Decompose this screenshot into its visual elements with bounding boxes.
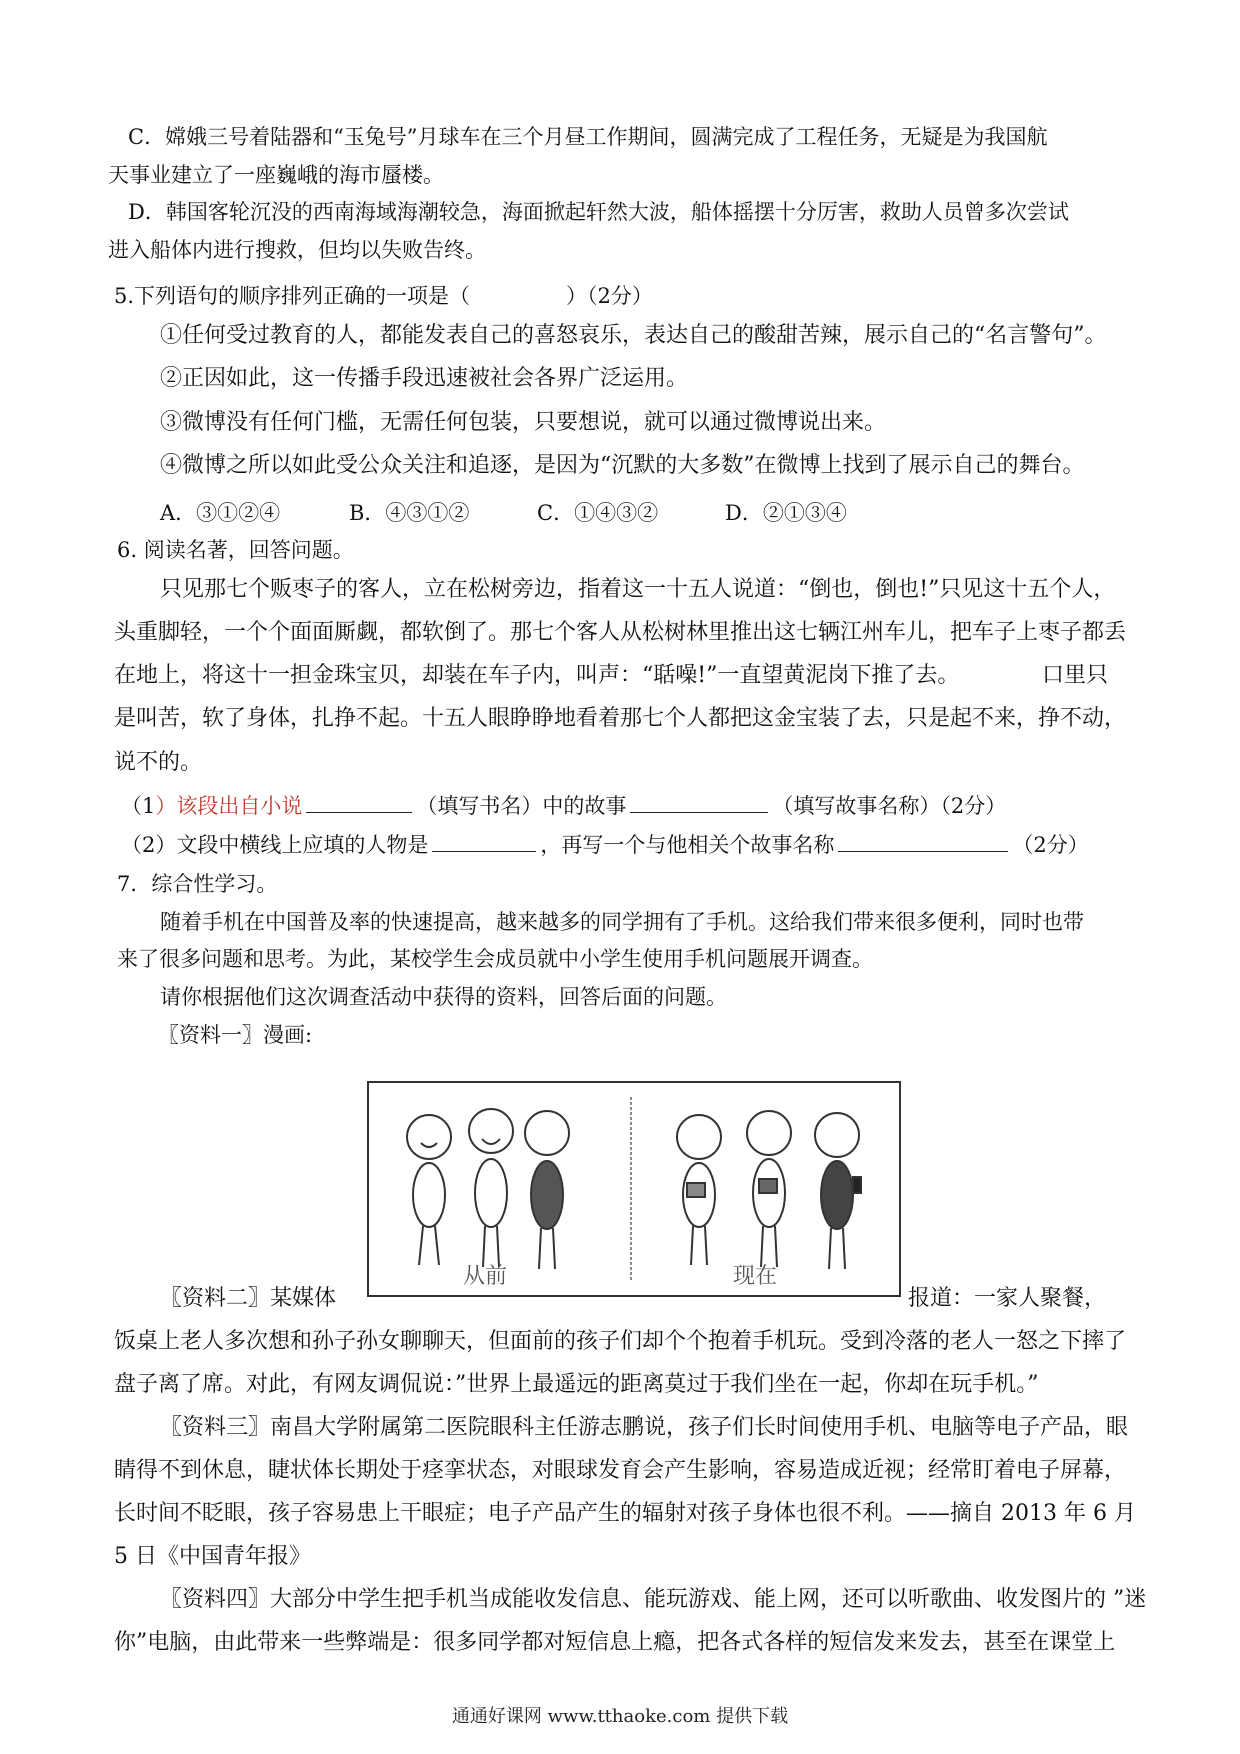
part-1-prefix: （1 [121, 794, 156, 818]
before-figures [407, 1109, 569, 1269]
passage-line-4: 是叫苦，软了身体，扎挣不起。十五人眼睁睁地看着那七个人都把这金宝装了去，只是起不来，挣不动， [114, 706, 1127, 731]
question-6-part-2 [121, 830, 1089, 860]
option-b: B．④③①② [349, 501, 470, 525]
caption-before: 从前 [463, 1264, 508, 1289]
material-2-line-3: 盘子离了席。对此，有网友调侃说：”世界上最遥远的距离莫过于我们坐在一起，你却在玩手机。” [114, 1372, 1039, 1397]
question-5 [114, 281, 653, 311]
related-story-blank[interactable] [838, 831, 1008, 852]
comic-illustration [367, 1081, 901, 1297]
material-4-line-2: 你”电脑，由此带来一些弊端是：很多同学都对短信息上瘾，把各式各样的短信发来发去，甚至在课堂上 [114, 1630, 1116, 1655]
material-2-start: 〖资料二〗某媒体 [160, 1286, 337, 1311]
question-6: 6. 阅读名著，回答问题。 [117, 538, 354, 562]
option-c: C．①④③② [537, 501, 659, 525]
story-name-blank[interactable] [630, 792, 768, 813]
sentence-3: ③微博没有任何门槛，无需任何包装，只要想说，就可以通过微博说出来。 [160, 410, 887, 435]
sentence-2: ②正因如此，这一传播手段迅速被社会各界广泛运用。 [160, 366, 689, 391]
passage-line-2: 头重脚轻，一个个面面厮觑，都软倒了。那七个客人从松树林里推出这七辆江州车儿，把车子上枣子都丢 [114, 620, 1127, 645]
option-a: A．③①②④ [160, 501, 281, 525]
passage-line-3-end: 口里只 [1042, 663, 1109, 688]
comic-drawing [369, 1083, 899, 1295]
option-d: D．②①③④ [725, 501, 847, 525]
part-1-paren: ）该段出自小说 [155, 794, 303, 818]
answer-blank[interactable] [474, 283, 562, 303]
page-footer: 通通好课网 www.tthaoke.com 提供下载 [451, 1706, 789, 1727]
passage-line-5: 说不的。 [114, 750, 203, 775]
option-c-line-2: 天事业建立了一座巍峨的海市蜃楼。 [108, 163, 444, 187]
character-blank[interactable] [432, 831, 536, 852]
option-d-line-2: 进入船体内进行搜救，但均以失败告终。 [108, 238, 486, 262]
question-5-stem: 5.下列语句的顺序排列正确的一项是（ [114, 284, 471, 308]
passage-line-1: 只见那七个贩枣子的客人，立在松树旁边，指着这一十五人说道：“倒也，倒也!”只见这十五个人， [160, 577, 1116, 602]
material-3-line-2: 睛得不到休息，睫状体长期处于痉挛状态，对眼球发育会产生影响，容易造成近视；经常盯着电子屏幕， [114, 1458, 1127, 1483]
part-1-middle: （填写书名）中的故事 [416, 794, 627, 818]
question-7: 7．综合性学习。 [117, 872, 278, 896]
q7-para-3: 请你根据他们这次调查活动中获得的资料，回答后面的问题。 [160, 985, 727, 1009]
passage-line-3: 在地上，将这十一担金珠宝贝，却装在车子内，叫声：“聒噪!”一直望黄泥岗下推了去。 [114, 663, 960, 688]
material-3-line-4: 5 日《中国青年报》 [114, 1544, 311, 1569]
option-d-line-1: D．韩国客轮沉没的西南海域海潮较急，海面掀起轩然大波，船体摇摆十分厉害，救助人员曾多次尝试 [128, 200, 1069, 224]
q7-para-1: 随着手机在中国普及率的快速提高，越来越多的同学拥有了手机。这给我们带来很多便利，同时也带 [160, 910, 1084, 934]
sentence-1: ①任何受过教育的人，都能发表自己的喜怒哀乐，表达自己的酸甜苦辣，展示自己的“名言警句”。 [160, 323, 1107, 348]
material-3-line-3: 长时间不眨眼，孩子容易患上干眼症；电子产品产生的辐射对孩子身体也很不利。——摘自 2013 年 6 月 [114, 1501, 1136, 1526]
material-4-line-1: 〖资料四〗大部分中学生把手机当成能收发信息、能玩游戏、能上网，还可以听歌曲、收发图片的 ”迷 [160, 1587, 1147, 1612]
sentence-4: ④微博之所以如此受公众关注和追逐，是因为“沉默的大多数”在微博上找到了展示自己的舞台。 [160, 453, 1085, 478]
material-2-line-2: 饭桌上老人多次想和孙子孙女聊聊天，但面前的孩子们却个个抱着手机玩。受到冷落的老人一怒之下摔了 [114, 1329, 1127, 1354]
book-title-blank[interactable] [306, 792, 412, 813]
question-6-part-1 [121, 791, 1006, 821]
part-2-score: （2分） [1012, 833, 1089, 857]
material-1-label: 〖资料一〗漫画: [158, 1023, 313, 1047]
question-5-score: ）（2分） [566, 284, 653, 308]
option-c-line-1: C．嫦娥三号着陆器和“玉兔号”月球车在三个月昼工作期间，圆满完成了工程任务，无疑是为我国航 [128, 125, 1048, 149]
material-3-line-1: 〖资料三〗南昌大学附属第二医院眼科主任游志鹏说，孩子们长时间使用手机、电脑等电子产品，眼 [160, 1415, 1129, 1440]
caption-now: 现在 [733, 1264, 778, 1289]
material-2-continued: 报道：一家人聚餐， [908, 1286, 1107, 1311]
now-figures [677, 1111, 861, 1269]
q7-para-2: 来了很多问题和思考。为此，某校学生会成员就中小学生使用手机问题展开调查。 [117, 947, 873, 971]
part-1-score: （填写故事名称）（2分） [772, 794, 1007, 818]
part-2-middle: ，再写一个与他相关个故事名称 [540, 833, 835, 857]
part-2-stem: （2）文段中横线上应填的人物是 [121, 833, 429, 857]
